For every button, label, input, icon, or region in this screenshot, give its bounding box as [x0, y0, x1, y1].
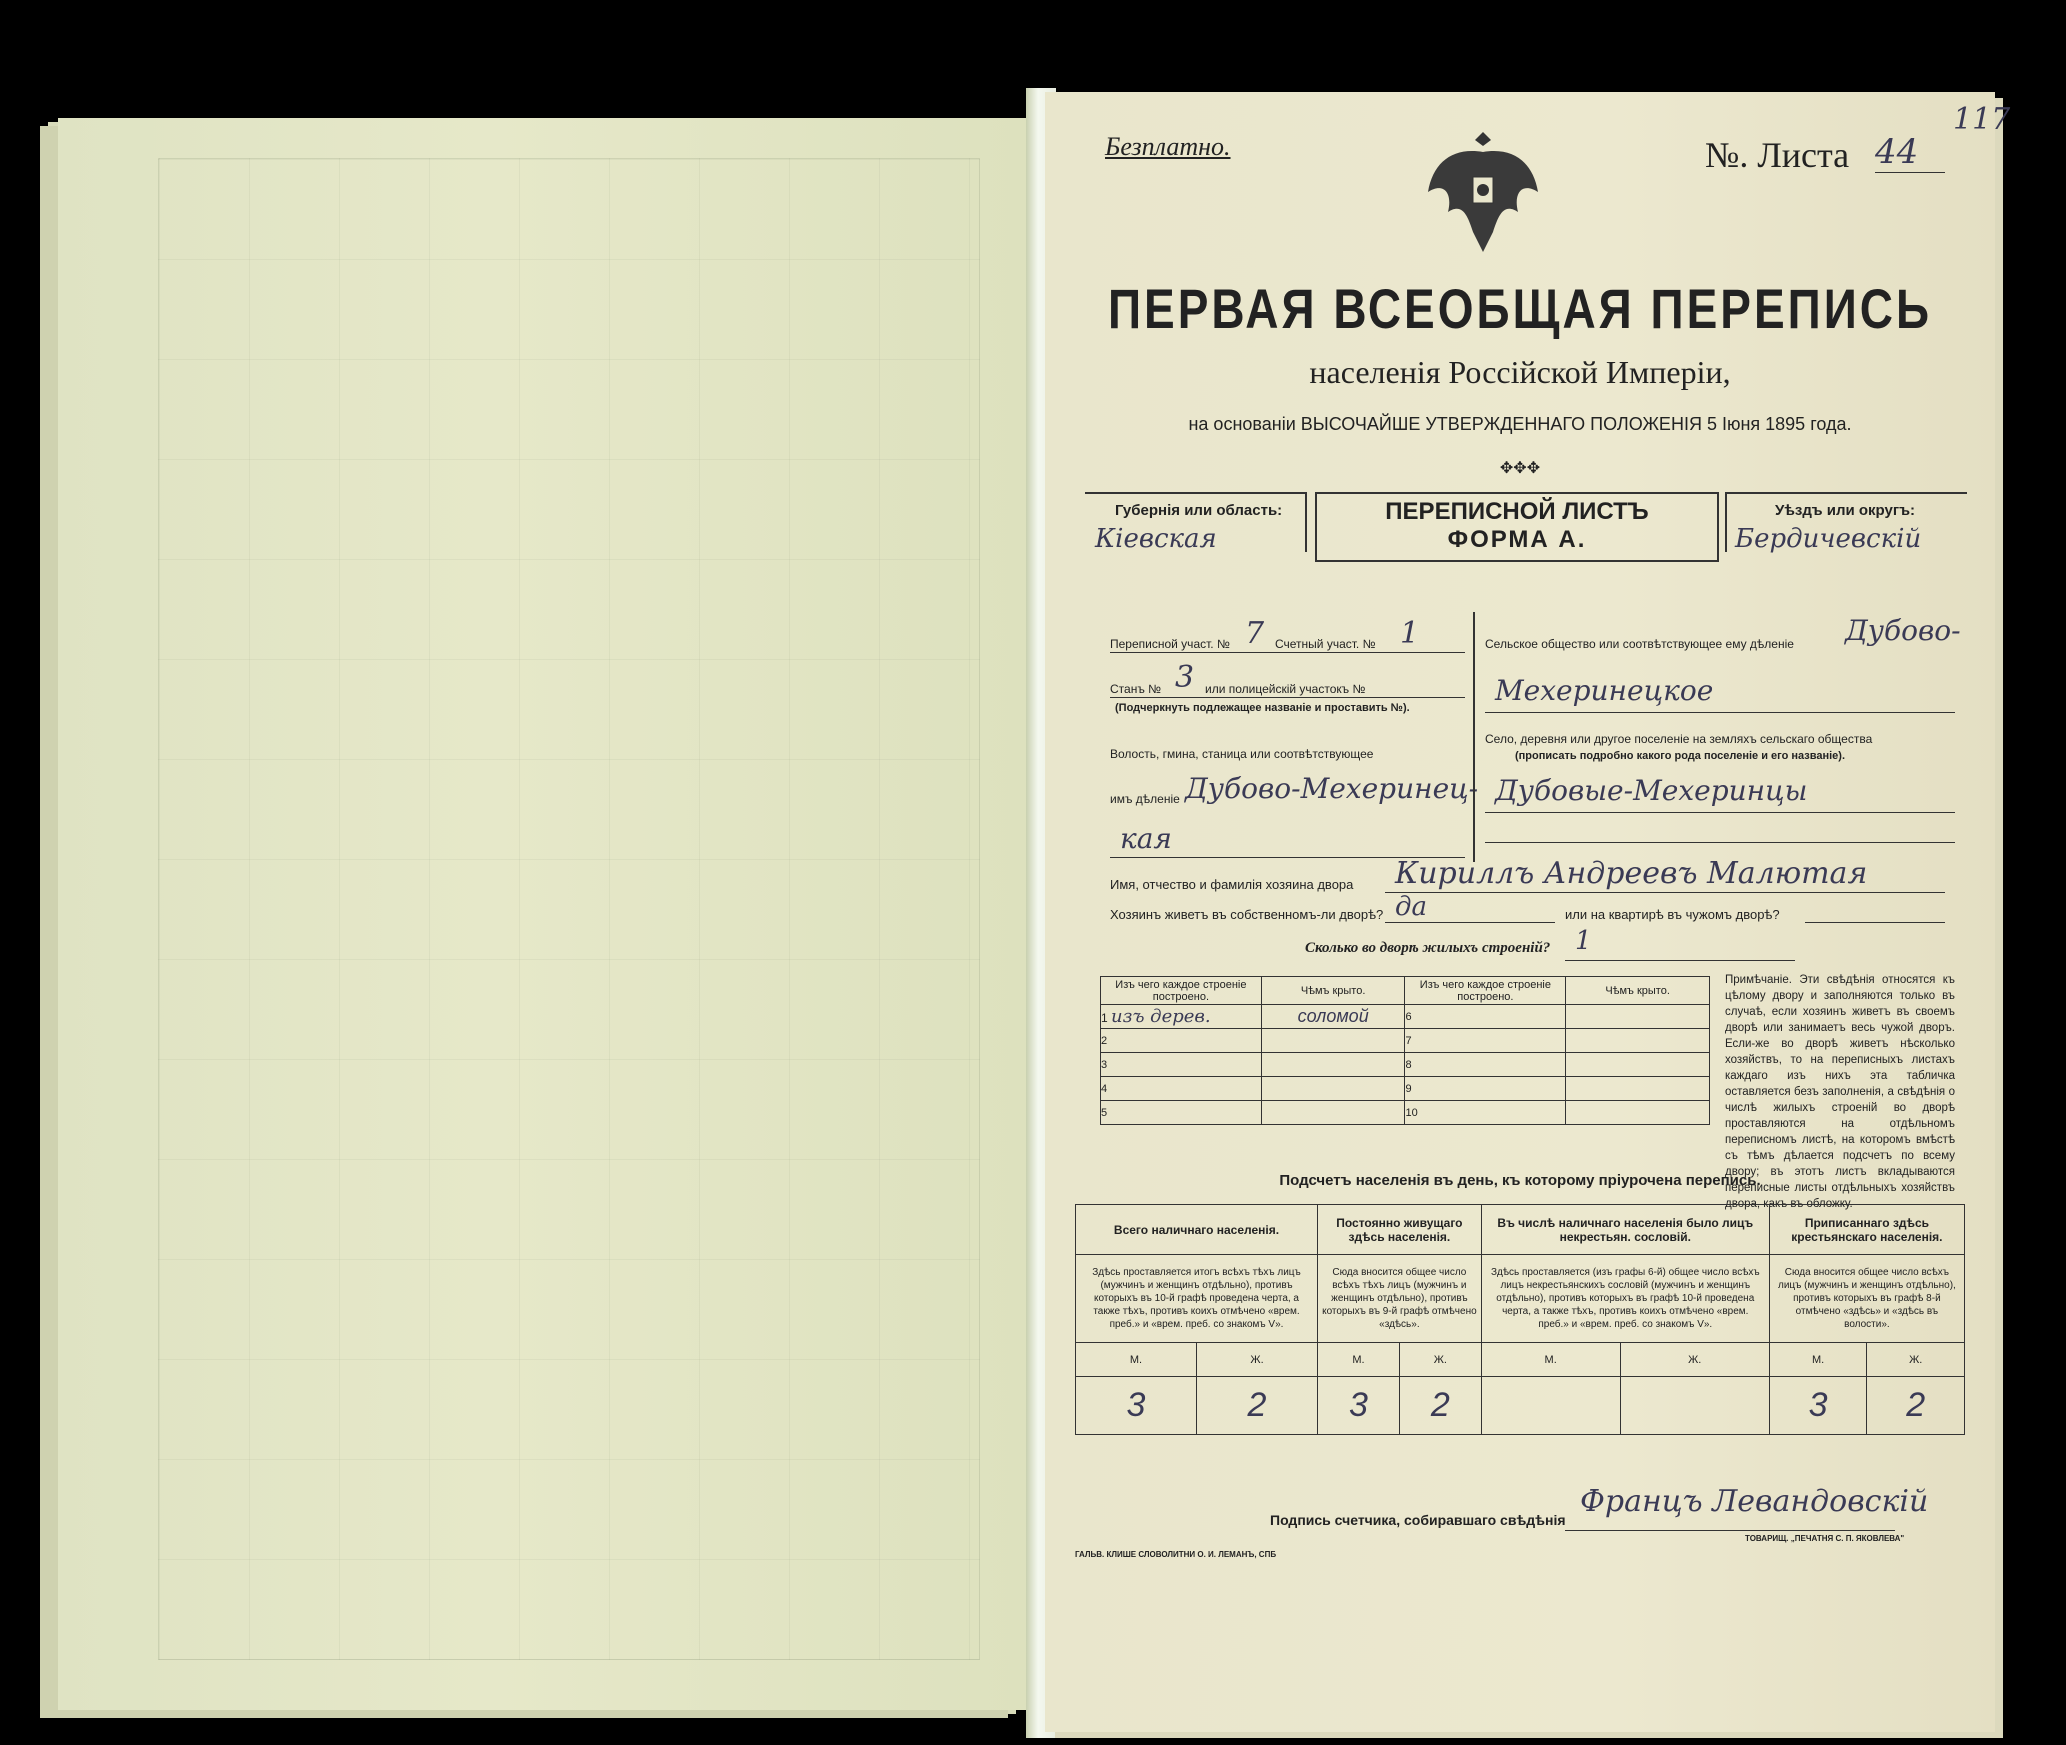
male-count: [1481, 1377, 1620, 1435]
counting-section-label: Счетный участ. №: [1275, 637, 1376, 651]
village-label: Село, деревня или другое поселеніе на земляхъ сельскаго общества: [1485, 732, 1873, 746]
guberniya-label: Губернія или область:: [1115, 502, 1283, 519]
own-yard-label: Хозяинъ живетъ въ собственномъ-ли дворѣ?: [1110, 907, 1384, 922]
rented-label: или на квартирѣ въ чужомъ дворѣ?: [1565, 907, 1780, 922]
rule: [1385, 922, 1555, 923]
society-value-cont: Мехеринецкое: [1495, 674, 1714, 707]
census-title: ПЕРВАЯ ВСЕОБЩАЯ ПЕРЕПИСЬ: [1107, 277, 1933, 341]
population-heading: Подсчетъ населенія въ день, къ которому пріурочена перепись.: [1279, 1172, 1761, 1189]
male-count: 3: [1076, 1377, 1197, 1435]
population-col-desc: Сюда вносится общее число всѣхъ лицъ (мужчинъ и женщинъ отдѣльно), противъ которыхъ въ графѣ 8-й отмѣчено «здѣсь» и «здѣсь въ волости».: [1769, 1255, 1964, 1343]
male-header: М.: [1076, 1343, 1197, 1377]
left-page: [58, 118, 1026, 1710]
uezd-label: Уѣздъ или округъ:: [1775, 502, 1916, 519]
table-cell: 5: [1101, 1101, 1262, 1125]
table-cell: 6: [1405, 1005, 1566, 1029]
society-value: Дубово-: [1845, 614, 1961, 647]
population-col-desc: Здѣсь проставляется итогъ всѣхъ тѣхъ лицъ (мужчинъ и женщинъ отдѣльно), противъ которыхъ въ 10-й графѣ проведена черта, а также тѣхъ, противъ коихъ отмѣчено «врем. преб.» и «врем. преб. со знакомъ V».: [1076, 1255, 1318, 1343]
male-count: 3: [1318, 1377, 1400, 1435]
female-count: 2: [1197, 1377, 1318, 1435]
owner-label: Имя, отчество и фамилія хозяина двора: [1110, 877, 1354, 892]
table-cell: 10: [1405, 1101, 1566, 1125]
volost-label2: имъ дѣленіе: [1110, 792, 1180, 806]
table-cell: [1261, 1053, 1405, 1077]
rule: [1565, 1530, 1895, 1531]
signature-value: Францъ Левандовскій: [1580, 1484, 1929, 1519]
uezd-value: Бердичевскій: [1735, 524, 1922, 554]
census-basis: на основаніи ВЫСОЧАЙШЕ УТВЕРЖДЕННАГО ПОЛОЖЕНІЯ 5 Іюня 1895 года.: [1188, 414, 1852, 434]
table-row: [1101, 1077, 1710, 1101]
population-col-title: Всего наличнаго населенія.: [1076, 1205, 1318, 1255]
male-header: М.: [1769, 1343, 1867, 1377]
female-header: Ж.: [1399, 1343, 1481, 1377]
society-label: Сельское общество или соотвѣтствующее ему дѣленіе: [1485, 637, 1794, 651]
table-cell: [1566, 1053, 1710, 1077]
table-cell: [1566, 1077, 1710, 1101]
rule: [1485, 712, 1955, 713]
form-title: ПЕРЕПИСНОЙ ЛИСТЪ: [1385, 498, 1649, 525]
table-cell: 2: [1101, 1029, 1262, 1053]
guberniya-value: Кіевская: [1095, 524, 1217, 554]
rule: [1565, 960, 1795, 961]
table-cell: [1566, 1029, 1710, 1053]
column-divider: [1473, 612, 1475, 862]
table-cell: 4: [1101, 1077, 1262, 1101]
rule: [1110, 652, 1465, 653]
population-col-title: Приписаннаго здѣсь крестьянскаго населенія.: [1769, 1205, 1964, 1255]
roof-header-right: Чѣмъ крыто.: [1566, 977, 1710, 1005]
population-col-title: Постоянно живущаго здѣсь населенія.: [1318, 1205, 1482, 1255]
female-count: 2: [1399, 1377, 1481, 1435]
table-cell: [1566, 1101, 1710, 1125]
population-table: [1075, 1204, 1965, 1435]
census-form-page: [1045, 92, 2011, 1732]
table-cell: [1261, 1077, 1405, 1101]
census-subtitle: населенія Россійской Имперіи,: [1309, 354, 1731, 390]
table-cell: 1 изъ дерев.: [1101, 1005, 1262, 1029]
sheet-no-value: 44: [1875, 132, 1945, 173]
buildings-table: [1100, 976, 1710, 1125]
rule: [1485, 842, 1955, 843]
police-label: или полицейскій участокъ №: [1205, 682, 1366, 696]
table-cell: 8: [1405, 1053, 1566, 1077]
stan-label: Станъ №: [1110, 682, 1162, 696]
note-text: Примѣчаніе. Эти свѣдѣнія относятся къ цѣлому двору и заполняются только въ случаѣ, если хозяинъ живетъ въ своемъ дворѣ или занимаетъ весь чужой дворъ. Если-же во дворѣ живетъ нѣсколько хозяйствъ, то на переписныхъ листахъ каждаго изъ нихъ эта табличка оставляется безъ заполненія, а свѣдѣнія о числѣ жилыхъ строеній во дворѣ проставляются на отдѣльномъ переписномъ листѣ, на которомъ вмѣстѣ съ тѣмъ дѣлается подсчетъ по всему двору; въ этотъ листъ вкладываются переписные листы отдѣльныхъ хозяйствъ двора, какъ въ обложку.: [1725, 974, 1955, 1210]
table-row: [1101, 1101, 1710, 1125]
own-yard-value: да: [1395, 892, 1427, 922]
female-header: Ж.: [1620, 1343, 1769, 1377]
signature-label: Подпись счетчика, собиравшаго свѣдѣнія: [1270, 1512, 1566, 1528]
underline-note: (Подчеркнуть подлежащее названіе и проставить №).: [1115, 702, 1410, 714]
volost-label: Волость, гмина, станица или соотвѣтствующее: [1110, 747, 1374, 761]
table-row: [1101, 1005, 1710, 1029]
material-header-right: Изъ чего каждое строеніе построено.: [1405, 977, 1566, 1005]
census-section-value: 7: [1245, 616, 1265, 651]
table-cell: соломой: [1261, 1005, 1405, 1029]
table-cell: 7: [1405, 1029, 1566, 1053]
counting-section-value: 1: [1400, 616, 1420, 651]
archive-number: 117: [1953, 102, 2011, 137]
rule: [1110, 697, 1465, 698]
population-col-desc: Здѣсь проставляется (изъ графы 6-й) общее число всѣхъ лицъ некрестьянскихъ сословій (мужчинъ и женщинъ отдѣльно), противъ которыхъ въ графѣ 10-й проведена черта, а также тѣхъ, противъ коихъ отмѣчено «врем. преб.» и «врем. преб. со знакомъ V».: [1481, 1255, 1769, 1343]
buildings-value: 1: [1575, 926, 1592, 956]
male-header: М.: [1318, 1343, 1400, 1377]
footer-left: ГАЛЬВ. КЛИШЕ СЛОВОЛИТНИ О. И. ЛЕМАНЪ, СПБ: [1075, 1550, 1277, 1559]
female-count: [1620, 1377, 1769, 1435]
volost-value-cont: кая: [1120, 822, 1172, 855]
table-cell: [1566, 1005, 1710, 1029]
owner-value: Кириллъ Андреевъ Малютая: [1395, 856, 1868, 891]
population-col-desc: Сюда вносится общее число всѣхъ тѣхъ лицъ (мужчинъ и женщинъ отдѣльно), противъ которыхъ въ 9-й графѣ отмѣчено «здѣсь».: [1318, 1255, 1482, 1343]
table-row: [1101, 1053, 1710, 1077]
female-count: 2: [1867, 1377, 1965, 1435]
male-header: М.: [1481, 1343, 1620, 1377]
volost-value: Дубово-Мехеринец-: [1185, 772, 1479, 805]
village-note: (прописать подробно какого рода поселеніе и его названіе).: [1515, 750, 1846, 762]
table-cell: 9: [1405, 1077, 1566, 1101]
table-cell: [1261, 1101, 1405, 1125]
ornament-divider: ✥✥✥: [1499, 460, 1541, 477]
rule: [1805, 922, 1945, 923]
imperial-eagle-emblem: [1423, 122, 1543, 262]
village-value: Дубовые-Мехеринцы: [1495, 774, 1808, 807]
rule: [1385, 892, 1945, 893]
male-count: 3: [1769, 1377, 1867, 1435]
table-cell: [1261, 1029, 1405, 1053]
stan-value: 3: [1175, 660, 1195, 695]
form-letter: ФОРМА А.: [1447, 526, 1587, 553]
sheet-no-label: №. Листа: [1705, 135, 1850, 175]
population-col-title: Въ числѣ наличнаго населенія было лицъ некрестьян. сословій.: [1481, 1205, 1769, 1255]
rule: [1485, 812, 1955, 813]
footer-right: ТОВАРИЩ. „ПЕЧАТНЯ С. П. ЯКОВЛЕВА": [1745, 1534, 1905, 1543]
census-section-label: Переписной участ. №: [1110, 637, 1230, 651]
roof-header-left: Чѣмъ крыто.: [1261, 977, 1405, 1005]
free-label: Безплатно.: [1105, 132, 1231, 161]
material-header-left: Изъ чего каждое строеніе построено.: [1101, 977, 1262, 1005]
buildings-label: Сколько во дворѣ жилыхъ строеній?: [1305, 940, 1551, 956]
table-cell: 3: [1101, 1053, 1262, 1077]
female-header: Ж.: [1197, 1343, 1318, 1377]
table-row: [1101, 1029, 1710, 1053]
left-page-faded-grid: [158, 158, 980, 1660]
female-header: Ж.: [1867, 1343, 1965, 1377]
